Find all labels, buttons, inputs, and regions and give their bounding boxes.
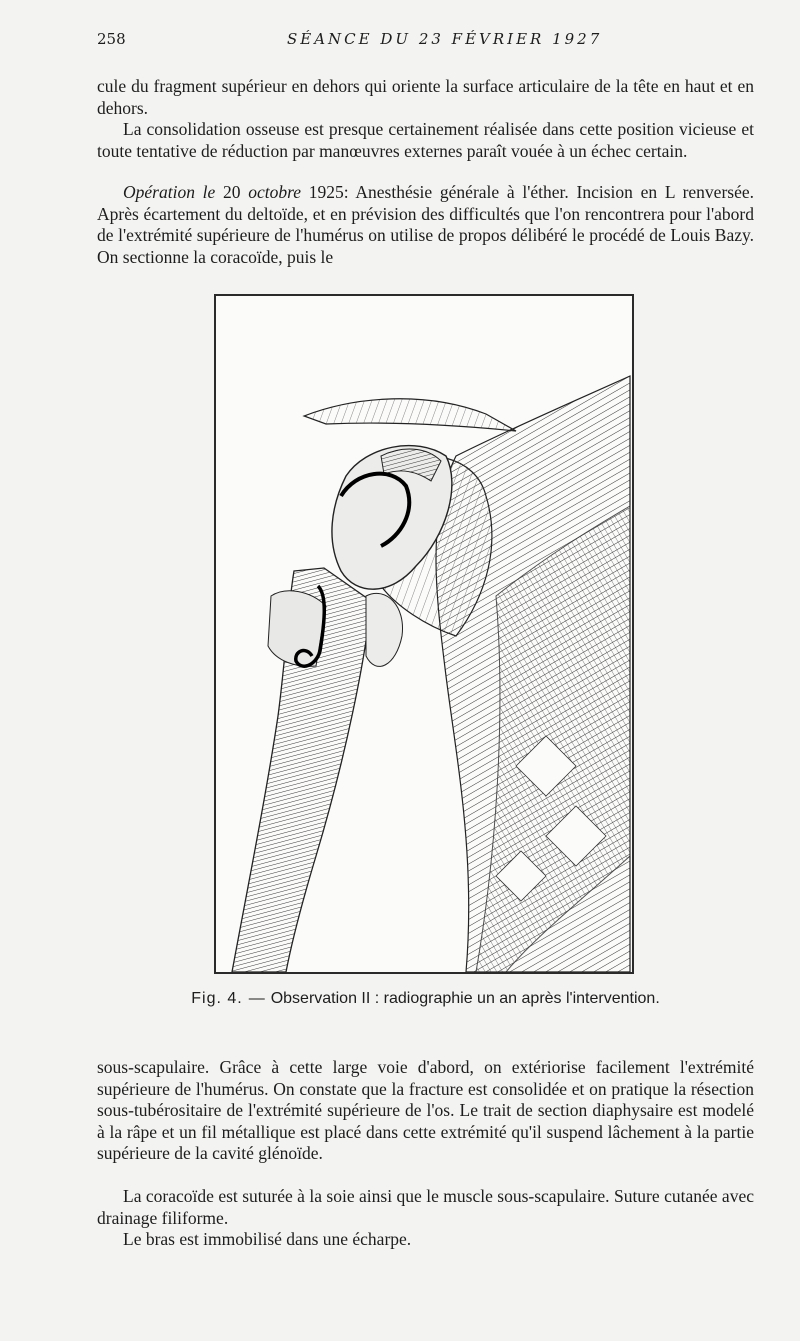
paragraph-2: La consolidation osseuse est presque certainement réalisée dans cette position vicieuse et toute tentative de réduction par manœuvres externes paraît vouée à un échec certain. <box>97 119 754 161</box>
paragraph-5: La coracoïde est suturée à la soie ainsi que le muscle sous-scapulaire. Suture cutanée avec drainage filiforme. <box>97 1186 754 1228</box>
page-header <box>97 30 755 54</box>
paragraph-1: cule du fragment supérieur en dehors qui oriente la surface articulaire de la tête en haut et en dehors. <box>97 76 754 118</box>
coracoid-fragment <box>366 593 403 666</box>
figure-label: Fig. 4. <box>191 990 243 1007</box>
paragraph-6: Le bras est immobilisé dans une écharpe. <box>123 1229 412 1249</box>
page-number: 258 <box>97 30 126 48</box>
operation-day: 20 <box>215 182 249 202</box>
operation-label: Opération le <box>123 182 216 202</box>
caption-separator: — <box>248 990 265 1007</box>
operation-text: 1925: Anesthésie générale à l'éther. Incision en L renversée. Après écartement du deltoïde, et en prévision des difficultés que l'on rencontrera pour l'abord de l'extrémité supérieure de l'humérus on utilise de propos délibéré le procédé de Louis Bazy. On sectionne la coracoïde, puis le <box>97 182 754 267</box>
caption-text: Observation II : radiographie un an après l'intervention. <box>270 990 660 1007</box>
running-head: SÉANCE DU 23 FÉVRIER 1927 <box>287 30 603 48</box>
clavicle-shape <box>304 399 516 431</box>
operation-month: octobre <box>248 182 302 202</box>
paragraph-3 <box>97 182 754 268</box>
shoulder-drawing <box>216 296 632 972</box>
paragraph-4: sous-scapulaire. Grâce à cette large voie d'abord, on extériorise facilement l'extrémité supérieure de l'humérus. On constate que la fracture est consolidée et on pratique la résection sous-tubérositaire de l'extrémité supérieure de l'os. Le trait de section diaphysaire est modelé à la râpe et un fil métallique est placé dans cette extrémité qu'il suspend lâchement à la partie supérieure de la cavité glénoïde. <box>97 1057 754 1163</box>
radiograph-illustration <box>214 294 634 974</box>
figure-caption <box>97 990 754 1008</box>
